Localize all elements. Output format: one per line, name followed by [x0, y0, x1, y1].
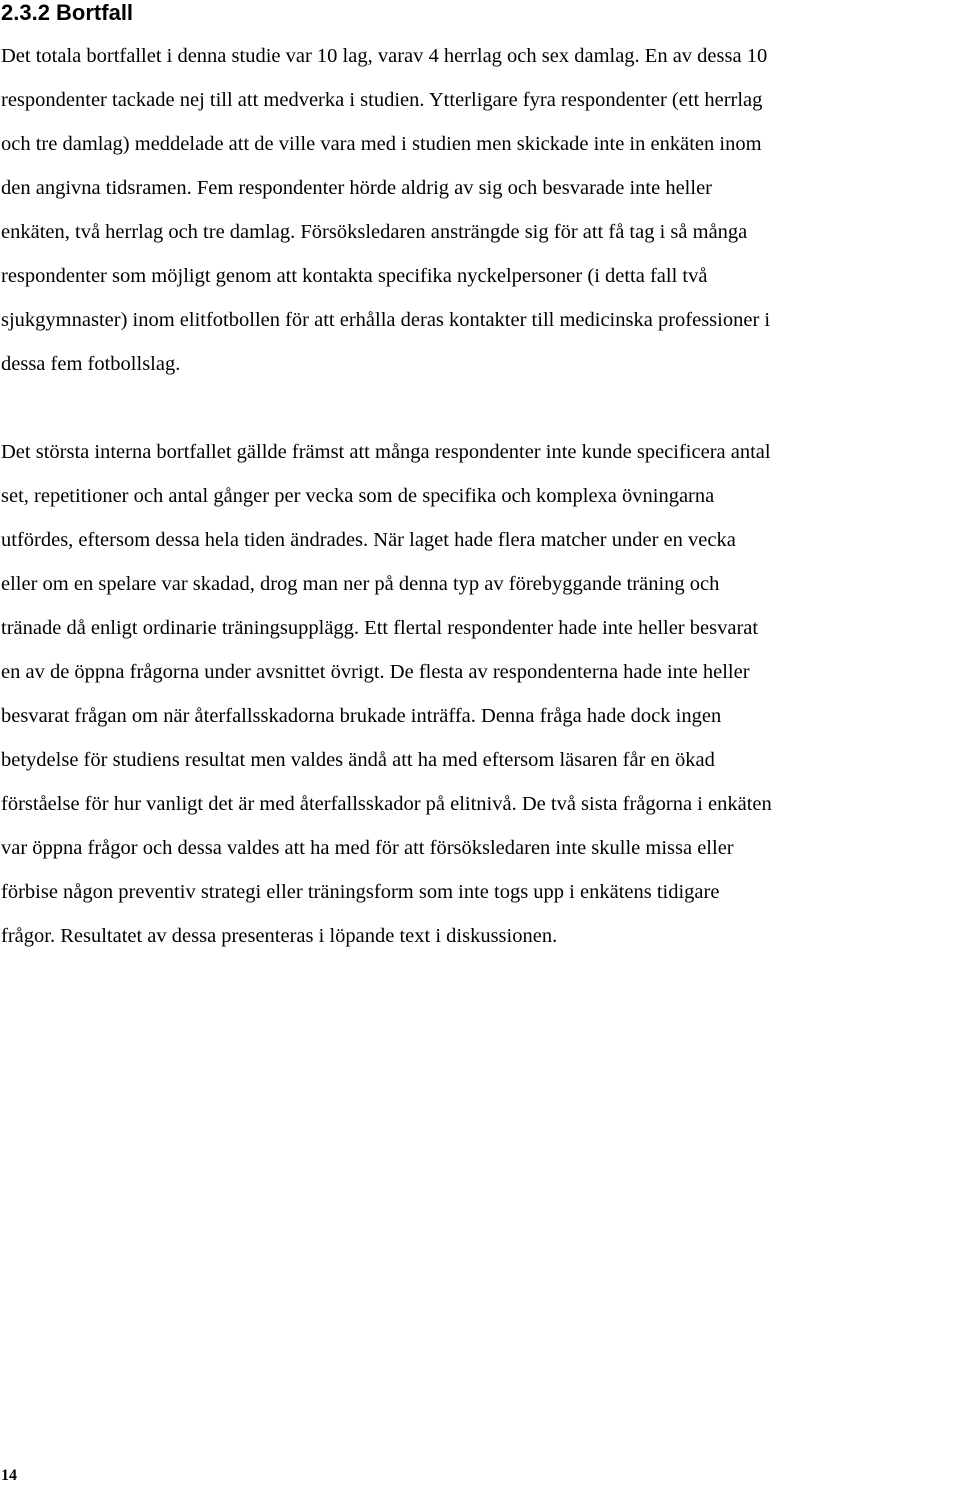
- page-number: 14: [1, 1467, 17, 1484]
- text-line: och tre damlag) meddelade att de ville vara med i studien men skickade inte in enkäten inom: [1, 133, 762, 155]
- text-line: respondenter tackade nej till att medverka i studien. Ytterligare fyra respondenter (ett herrlag: [1, 89, 763, 111]
- text-line: respondenter som möjligt genom att kontakta specifika nyckelpersoner (i detta fall två: [1, 265, 708, 287]
- text-line: tränade då enligt ordinarie träningsupplägg. Ett flertal respondenter hade inte heller besvarat: [1, 617, 759, 639]
- text-line: frågor. Resultatet av dessa presenteras i löpande text i diskussionen.: [1, 925, 558, 947]
- text-line: besvarat frågan om när återfallsskadorna brukade inträffa. Denna fråga hade dock ingen: [1, 705, 722, 727]
- text-line: förbise någon preventiv strategi eller träningsform som inte togs upp i enkätens tidigare: [1, 881, 720, 903]
- text-line: en av de öppna frågorna under avsnittet övrigt. De flesta av respondenterna hade inte heller: [1, 661, 750, 683]
- text-line: dessa fem fotbollslag.: [1, 353, 181, 375]
- text-line: eller om en spelare var skadad, drog man ner på denna typ av förebyggande träning och: [1, 573, 720, 595]
- text-line: set, repetitioner och antal gånger per vecka som de specifika och komplexa övningarna: [1, 485, 715, 507]
- section-heading: 2.3.2 Bortfall: [1, 0, 134, 25]
- text-line: sjukgymnaster) inom elitfotbollen för att erhålla deras kontakter till medicinska professioner i: [1, 309, 771, 331]
- text-line: var öppna frågor och dessa valdes att ha med för att försöksledaren inte skulle missa eller: [1, 837, 734, 859]
- text-line: enkäten, två herrlag och tre damlag. Försöksledaren ansträngde sig för att få tag i så många: [1, 221, 748, 243]
- text-line: Det största interna bortfallet gällde främst att många respondenter inte kunde specificera antal: [1, 441, 771, 463]
- text-line: förståelse för hur vanligt det är med återfallsskador på elitnivå. De två sista frågorna i enkäten: [1, 793, 772, 815]
- text-line: Det totala bortfallet i denna studie var 10 lag, varav 4 herrlag och sex damlag. En av dessa 10: [1, 45, 768, 67]
- text-line: betydelse för studiens resultat men valdes ändå att ha med eftersom läsaren får en ökad: [1, 749, 715, 771]
- text-line: utfördes, eftersom dessa hela tiden ändrades. När laget hade flera matcher under en vecka: [1, 529, 736, 551]
- text-line: den angivna tidsramen. Fem respondenter hörde aldrig av sig och besvarade inte heller: [1, 177, 712, 199]
